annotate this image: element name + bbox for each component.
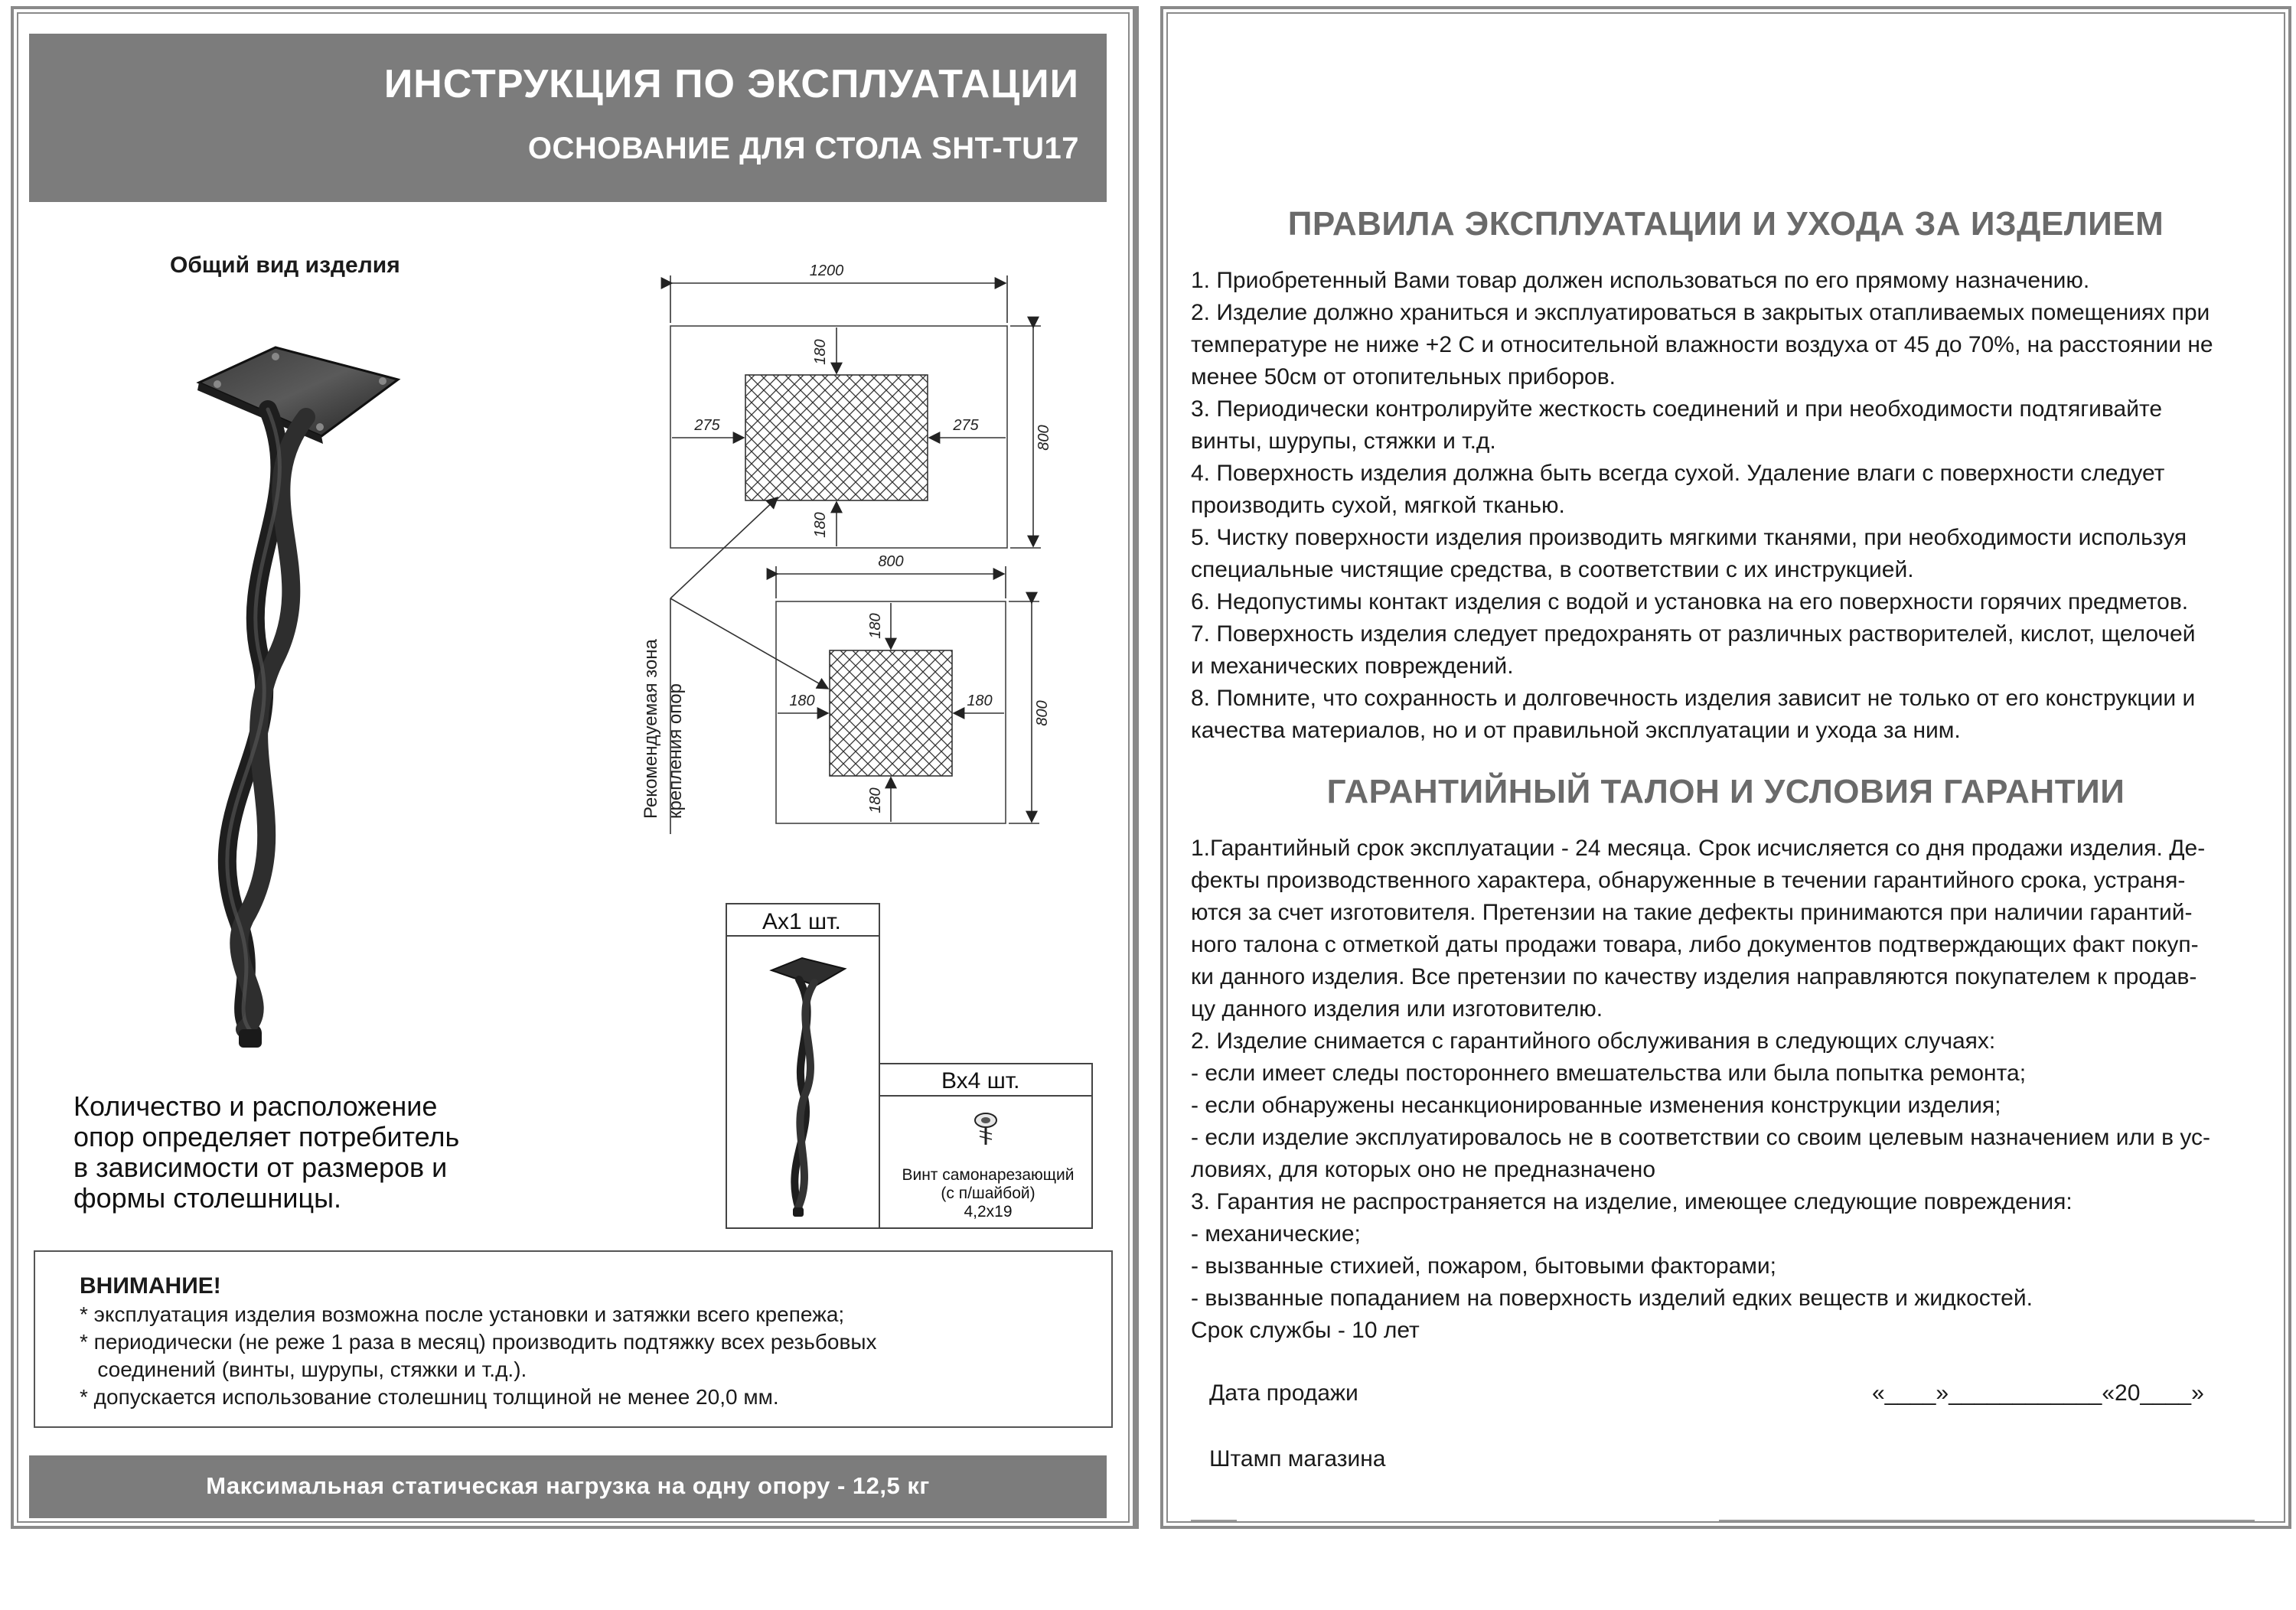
rules-title: ПРАВИЛА ЭКСПЛУАТАЦИИ И УХОДА ЗА ИЗДЕЛИЕМ xyxy=(1287,205,2164,243)
warning-box xyxy=(34,1250,1113,1428)
warranty-line: ются за счет изготовителя. Претензии на такие дефекты принимаются при наличии гарантий- xyxy=(1191,900,2193,925)
dim-large-left: 275 xyxy=(694,417,720,434)
warranty-line: цу данного изделия или изготовителю. xyxy=(1191,996,1603,1022)
warning-line: * допускается использование столешниц толщиной не менее 20,0 мм. xyxy=(80,1385,779,1409)
screw-caption xyxy=(882,1166,1094,1221)
zone-label-line2: крепления опор xyxy=(665,683,686,819)
screw-caption-line: Винт самонарезающий xyxy=(902,1166,1075,1184)
rules-line: 4. Поверхность изделия должна быть всегда сухой. Удаление влаги с поверхности следует xyxy=(1191,461,2165,486)
rules-line: качества материалов, но и от правильной эксплуатации и ухода за ним. xyxy=(1191,718,1961,743)
zone-label-line1: Рекомендуемая зона xyxy=(641,639,661,819)
warranty-line: Срок службы - 10 лет xyxy=(1191,1318,1420,1343)
warranty-line: - механические; xyxy=(1191,1221,1361,1247)
rules-line: производить сухой, мягкой тканью. xyxy=(1191,493,1565,518)
warning-title: ВНИМАНИЕ! xyxy=(80,1273,221,1299)
instruction-header xyxy=(29,34,1107,202)
sale-date-label: Дата продажи xyxy=(1209,1380,1358,1406)
dim-large-width: 1200 xyxy=(809,262,844,279)
mounting-zone-diagram xyxy=(635,237,1094,834)
warranty-line: - если обнаружены несанкционированные изменения конструкции изделия; xyxy=(1191,1093,2001,1118)
warning-line: соединений (винты, шурупы, стяжки и т.д.). xyxy=(80,1357,527,1381)
dim-small-bottom: 180 xyxy=(867,787,884,813)
warranty-title: ГАРАНТИЙНЫЙ ТАЛОН И УСЛОВИЯ ГАРАНТИИ xyxy=(1326,773,2125,810)
rules-line: 2. Изделие должно храниться и эксплуатироваться в закрытых отапливаемых помещениях при xyxy=(1191,300,2210,325)
rules-line: и механических повреждений. xyxy=(1191,653,1514,679)
dim-small-left: 180 xyxy=(789,693,815,709)
sale-date-blank: «____»____________«20____» xyxy=(1872,1380,2204,1406)
quantity-note-line: формы столешницы. xyxy=(73,1182,341,1214)
warranty-line: - если имеет следы постороннего вмешательства или была попытка ремонта; xyxy=(1191,1061,2027,1086)
rules-line: 8. Помните, что сохранность и долговечность изделия зависит не только от его конструкции и xyxy=(1191,686,2196,711)
warranty-line: 2. Изделие снимается с гарантийного обслуживания в следующих случаях: xyxy=(1191,1028,1996,1054)
warranty-line: ки данного изделия. Все претензии по качеству изделия направляются покупателем к продав- xyxy=(1191,964,2197,989)
rules-line: 7. Поверхность изделия следует предохранять от различных растворителей, кислот, щелочей xyxy=(1191,621,2196,647)
rules-line: температуре не ниже +2 С и относительной влажности воздуха от 45 до 70%, на расстоянии не xyxy=(1191,332,2213,357)
page-separator xyxy=(1136,6,1139,1529)
instruction-subtitle: ОСНОВАНИЕ ДЛЯ СТОЛА SHT-TU17 xyxy=(527,132,1079,165)
warranty-line: 1.Гарантийный срок эксплуатации - 24 месяца. Срок исчисляется со дня продажи изделия. Де- xyxy=(1191,836,2206,861)
warranty-line: - если изделие эксплуатировалось не в соответствии со своим целевым назначением или в ус- xyxy=(1191,1125,2211,1150)
dim-large-bottom: 180 xyxy=(812,512,829,538)
quantity-note-line: в зависимости от размеров и xyxy=(73,1152,448,1183)
warranty-line: фекты производственного характера, обнаруженные в течении гарантийного срока, устраня- xyxy=(1191,868,2186,893)
screw-caption-line: 4,2х19 xyxy=(964,1203,1013,1221)
max-load-text: Максимальная статическая нагрузка на одну опору - 12,5 кг xyxy=(206,1472,930,1499)
max-load-footer xyxy=(29,1455,1107,1518)
rules-line: 3. Периодически контролируйте жесткость соединений и при необходимости подтягивайте xyxy=(1191,396,2163,422)
part-a-label: Ах1 шт. xyxy=(762,909,841,934)
dim-small-width: 800 xyxy=(878,553,904,570)
dim-small-height: 800 xyxy=(1034,700,1051,726)
instruction-title: ИНСТРУКЦИЯ ПО ЭКСПЛУАТАЦИИ xyxy=(383,62,1079,106)
table-leg-illustration xyxy=(153,337,475,1071)
dim-large-right: 275 xyxy=(953,417,979,434)
warranty-line: ловиях, для которых оно не предназначено xyxy=(1191,1157,1656,1182)
quantity-note-line: Количество и расположение xyxy=(73,1090,438,1122)
rules-line: винты, шурупы, стяжки и т.д. xyxy=(1191,429,1496,454)
dim-large-height: 800 xyxy=(1035,425,1052,451)
dim-small-right: 180 xyxy=(967,693,993,709)
part-b-label: Вх4 шт. xyxy=(941,1068,1020,1093)
screw-caption-line: (с п/шайбой) xyxy=(941,1185,1035,1202)
dim-large-top: 180 xyxy=(812,339,829,365)
warranty-line: - вызванные попаданием на поверхность изделий едких веществ и жидкостей. xyxy=(1191,1286,2033,1311)
rules-line: 5. Чистку поверхности изделия производить мягкими тканями, при необходимости используя xyxy=(1191,525,2187,550)
warranty-line: ного талона с отметкой даты продажи товара, либо документов подтверждающих факт покуп- xyxy=(1191,932,2199,957)
dim-small-top: 180 xyxy=(867,613,884,639)
rules-line: 1. Приобретенный Вами товар должен использоваться по его прямому назначению. xyxy=(1191,268,2090,293)
rules-line: менее 50см от отопительных приборов. xyxy=(1191,364,1616,389)
general-view-label: Общий вид изделия xyxy=(170,253,400,278)
stamp-label: Штамп магазина xyxy=(1209,1446,1386,1471)
warranty-line: 3. Гарантия не распространяется на изделие, имеющее следующие повреждения: xyxy=(1191,1189,2073,1214)
rules-line: специальные чистящие средства, в соответствии с их инструкцией. xyxy=(1191,557,1914,582)
warning-line: * эксплуатация изделия возможна после установки и затяжки всего крепежа; xyxy=(80,1302,845,1326)
warning-line: * периодически (не реже 1 раза в месяц) производить подтяжку всех резьбовых xyxy=(80,1330,877,1354)
quantity-note-line: опор определяет потребитель xyxy=(73,1121,460,1152)
rules-line: 6. Недопустимы контакт изделия с водой и установка на его поверхности горячих предметов. xyxy=(1191,589,2189,614)
stamp-line xyxy=(1191,1520,1237,1521)
warranty-line: - вызванные стихией, пожаром, бытовыми факторами; xyxy=(1191,1253,1777,1279)
quantity-note xyxy=(73,1091,459,1214)
stamp-line xyxy=(1719,1520,2255,1521)
